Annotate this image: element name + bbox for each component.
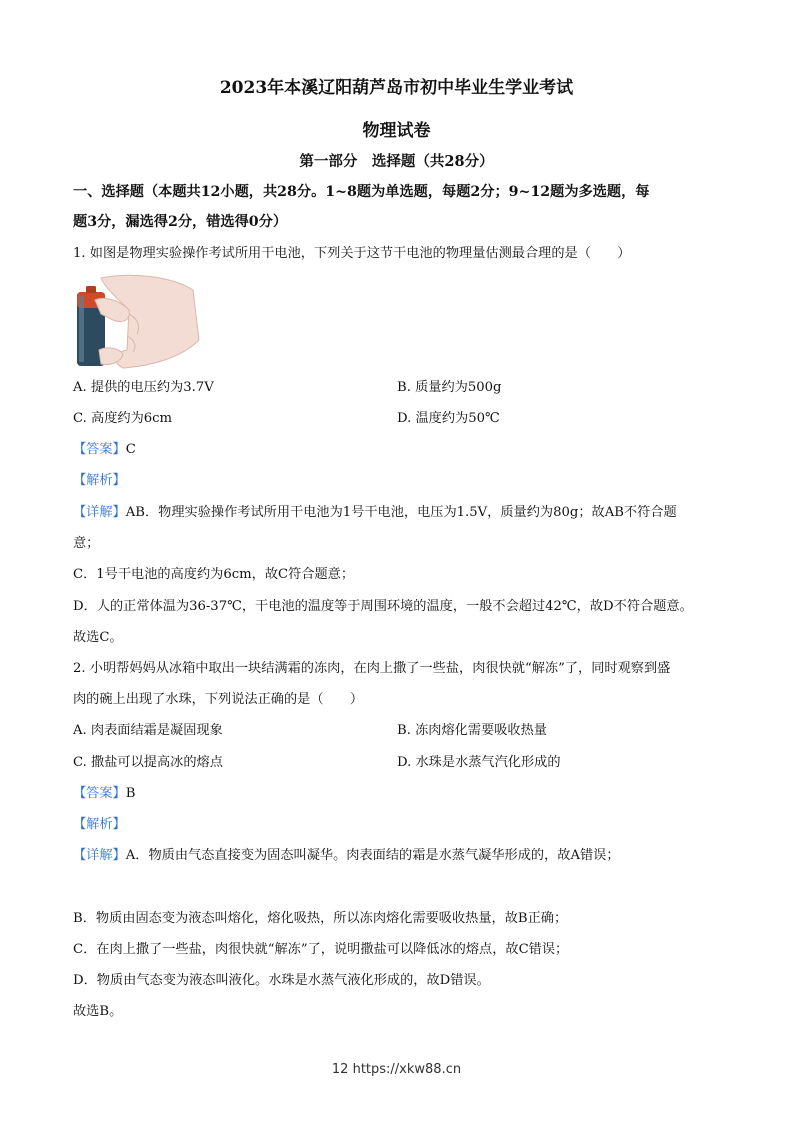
q2-detail-text1: A．物质由气态直接变为固态叫凝华。肉表面结的霜是水蒸气凝华形成的，故A错误； <box>125 848 620 863</box>
q1-detail-line3: C．1号干电池的高度约为6cm，故C符合题意； <box>73 567 355 582</box>
q2-answer <box>73 785 135 803</box>
page-footer-watermark: 12 https://xkw88.cn <box>331 1062 462 1077</box>
q1-option-a: A. 提供的电压约为3.7V <box>73 380 214 395</box>
subject-title: 物理试卷 <box>362 121 431 141</box>
q1-stem: 1. 如图是物理实验操作考试所用干电池，下列关于这节干电池的物理量估测最合理的是（ ） <box>73 246 631 261</box>
q2-stem-line1: 2. 小明帮妈妈从冰箱中取出一块结满霜的冻肉，在肉上撒了一些盐，肉很快就“解冻”了，同时观察到盛 <box>73 661 671 676</box>
q2-detail-line1 <box>73 847 620 865</box>
q2-answer-value: B <box>125 786 136 801</box>
detail-tag: 【详解】 <box>73 505 126 520</box>
section-instructions-line1: 一、选择题（本题共12小题，共28分。1~8题为单选题，每题2分；9~12题为多选题，每 <box>73 184 650 200</box>
q1-analysis-tag: 【解析】 <box>73 473 126 488</box>
q2-analysis-tag: 【解析】 <box>73 817 126 832</box>
q1-conclusion: 故选C。 <box>73 630 123 645</box>
q2-detail-line3: C．在肉上撒了一些盐，肉很快就“解冻”了，说明撒盐可以降低冰的熔点，故C错误； <box>73 942 569 957</box>
part-title: 第一部分 选择题（共28分） <box>299 153 494 170</box>
q2-option-d: D. 水珠是水蒸气汽化形成的 <box>397 755 561 770</box>
q2-option-b: B. 冻肉熔化需要吸收热量 <box>397 723 547 738</box>
q1-answer <box>73 441 136 459</box>
q2-conclusion: 故选B。 <box>73 1004 123 1019</box>
q1-option-c: C. 高度约为6cm <box>73 411 173 426</box>
q1-detail-line1 <box>73 504 677 522</box>
q1-option-d: D. 温度约为50℃ <box>397 411 500 426</box>
q1-detail-text1: AB．物理实验操作考试所用干电池为1号干电池，电压为1.5V，质量约为80g；故AB不符合题 <box>125 505 677 520</box>
q1-answer-value: C <box>125 442 136 457</box>
q2-detail-line2: B．物质由固态变为液态叫熔化，熔化吸热，所以冻肉熔化需要吸收热量，故B正确； <box>73 911 568 926</box>
q2-option-c: C. 撒盐可以提高冰的熔点 <box>73 755 223 770</box>
q2-option-a: A. 肉表面结霜是凝固现象 <box>73 723 223 738</box>
q1-detail-line2: 意； <box>73 536 100 551</box>
q1-detail-line4: D．人的正常体温为36-37℃，干电池的温度等于周围环境的温度，一般不会超过42℃，故D不符合题意。 <box>73 599 693 614</box>
q2-stem-line2: 肉的碗上出现了水珠，下列说法正确的是（ ） <box>73 692 364 707</box>
answer-tag: 【答案】 <box>73 786 126 801</box>
section-instructions-line2: 题3分，漏选得2分，错选得0分） <box>73 214 288 230</box>
q2-detail-line4: D．物质由气态变为液态叫液化。水珠是水蒸气液化形成的，故D错误。 <box>73 973 490 988</box>
answer-tag: 【答案】 <box>73 442 126 457</box>
battery-in-hand-image <box>71 270 201 374</box>
exam-title: 2023年本溪辽阳葫芦岛市初中毕业生学业考试 <box>219 78 574 98</box>
q1-option-b: B. 质量约为500g <box>397 380 502 395</box>
detail-tag: 【详解】 <box>73 848 126 863</box>
